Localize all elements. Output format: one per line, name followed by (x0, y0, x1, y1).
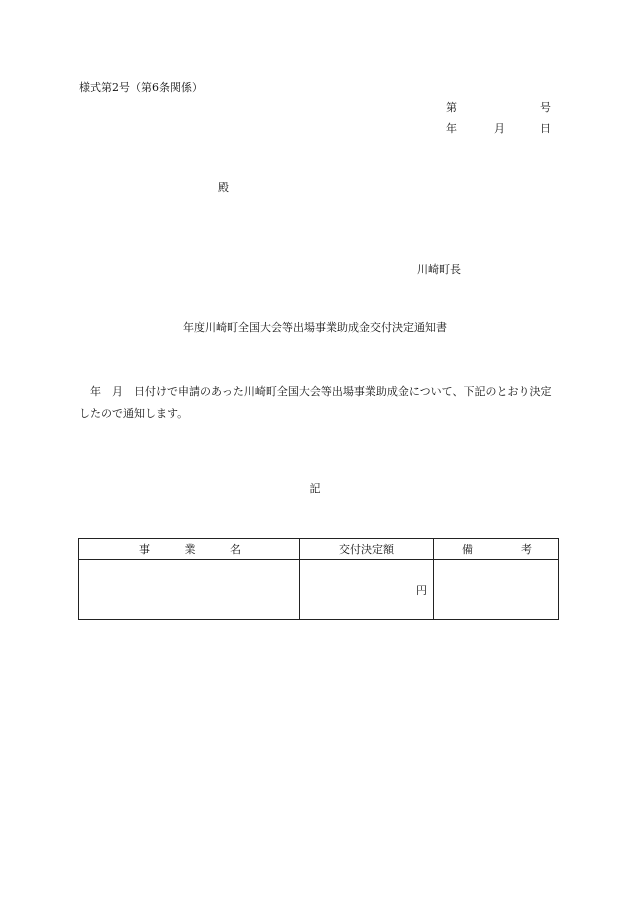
cell-amount (300, 560, 434, 620)
header-remarks: 備 考 (434, 539, 559, 560)
document-date (446, 123, 551, 135)
body-text: 年 月 日付けで申請のあった川崎町全国大会等出場事業助成金について、下記のとおり決定したので通知します。 (79, 385, 552, 420)
table-header-row (79, 539, 559, 560)
form-label: 様式第2号（第6条関係） (79, 81, 203, 94)
number-prefix: 第 (446, 101, 457, 114)
header-amount: 交付決定額 (300, 539, 434, 560)
ki-heading: 記 (309, 482, 321, 495)
addressee-honorific: 殿 (218, 181, 229, 194)
table-row (79, 560, 559, 620)
header-project-name: 事 業 名 (79, 539, 300, 560)
date-year: 年 (446, 122, 457, 135)
number-suffix: 号 (540, 101, 551, 114)
document-title: 年度川崎町全国大会等出場事業助成金交付決定通知書 (183, 321, 447, 334)
date-day: 日 (540, 122, 551, 135)
cell-project-name (79, 560, 300, 620)
date-month: 月 (494, 122, 505, 135)
grant-table (78, 538, 559, 620)
amount-unit: 円 (416, 583, 427, 597)
sender-name: 川崎町長 (417, 263, 461, 276)
cell-remarks (434, 560, 559, 620)
